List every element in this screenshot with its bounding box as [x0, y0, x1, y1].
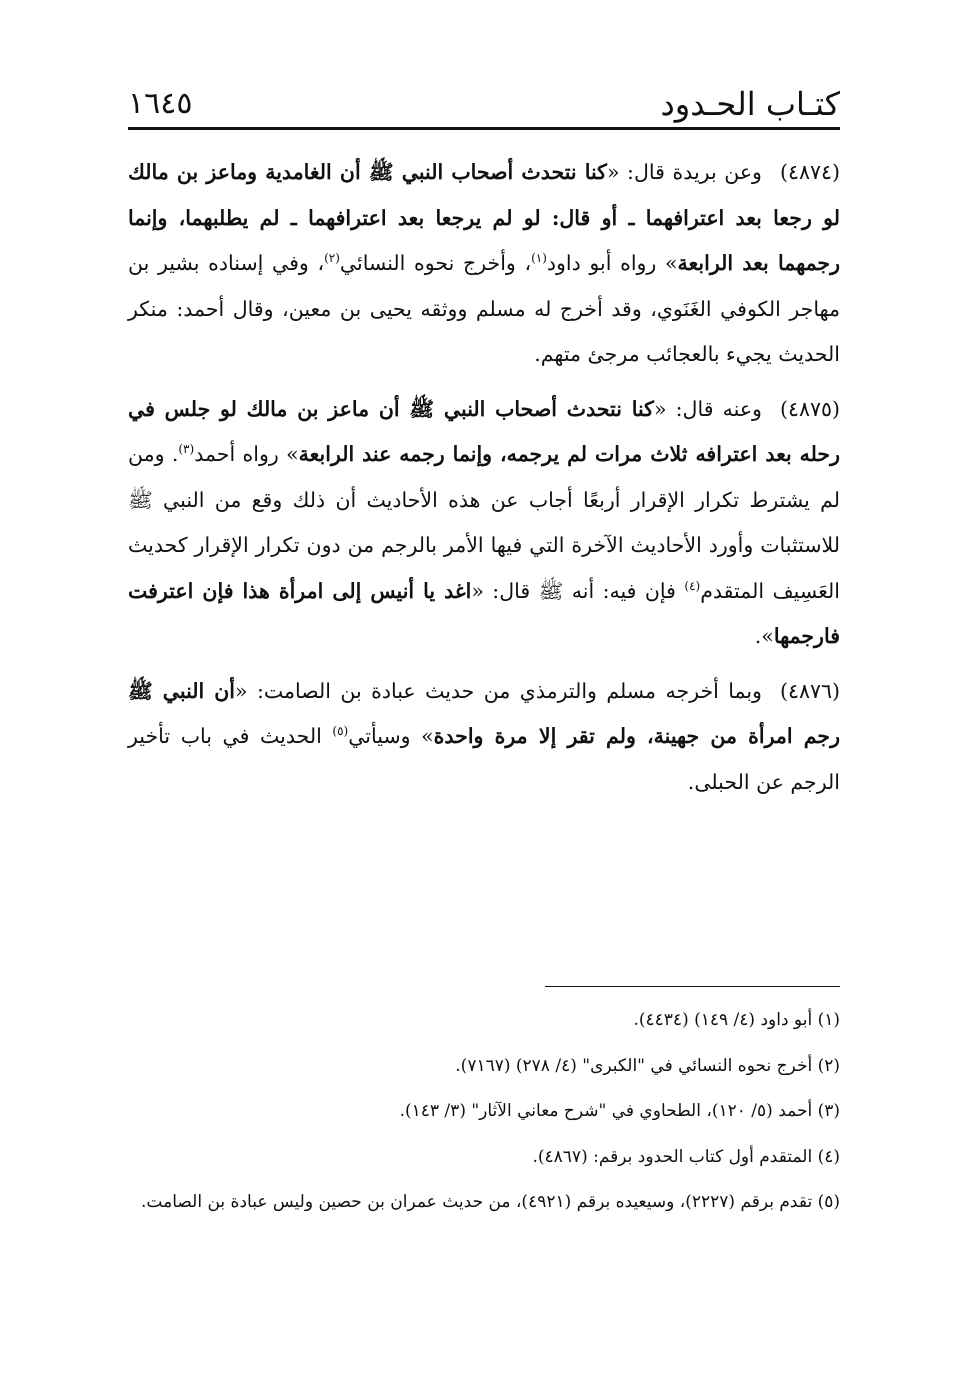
- hadith-paragraph: [128, 387, 840, 660]
- footnote-ref: (٥): [332, 724, 349, 739]
- commentary-text: » رواه أبو داود: [546, 251, 678, 275]
- commentary-text: . ومن لم يشترط تكرار الإقرار أربعًا أجاب عن هذه الأحاديث أن ذلك وقع من النبي ﷺ للاستثبات وأورد الأحاديث الآخرة التي فيها الأمر بالرجم من دون تكرار الإقرار كحديث العَسِيف المتقدم: [128, 442, 840, 603]
- hadith-number: (٤٨٧٤): [779, 160, 840, 184]
- hadith-text: أن النبي ﷺ رجم امرأة من جهينة، ولم تقر إلا مرة واحدة: [128, 678, 841, 748]
- hadith-text: كنا نتحدث أصحاب النبي ﷺ أن الغامدية وماعز بن مالك لو رجعا بعد اعترافهما ـ أو قال: لو لم يرجعا بعد اعترافهما ـ لم يطلبهما، وإنما رجمهما بعد الرابعة: [128, 160, 840, 275]
- footnote: (٤) المتقدم أول كتاب الحدود برقم: (٤٨٦٧).: [532, 1146, 840, 1167]
- footnote-ref: (١): [531, 251, 547, 266]
- footnote: (٢) أخرج نحوه النسائي في "الكبرى" (٤/ ٢٧٨) (٧١٦٧).: [455, 1055, 840, 1076]
- footnote-ref: (٣): [178, 442, 195, 457]
- hadith-paragraph: [128, 669, 840, 806]
- hadith-text: اغد يا أنيس إلى امرأة هذا فإن اعترفت فارجمها: [128, 578, 840, 648]
- footnote-ref: (٤): [684, 578, 701, 593]
- commentary-text: فإن فيه: أنه ﷺ قال: «: [471, 578, 685, 603]
- commentary-text: وعنه قال: «: [653, 396, 762, 421]
- hadith-text: كنا نتحدث أصحاب النبي ﷺ أن ماعز بن مالك لو جلس في رحله بعد اعترافه ثلاث مرات لم يرجمه، وإنما رجمه عند الرابعة: [128, 396, 840, 466]
- page-header: [128, 82, 840, 126]
- page-number: ١٦٤٥: [128, 86, 193, 121]
- hadith-number: (٤٨٧٥): [779, 396, 841, 421]
- main-text: [128, 150, 840, 814]
- hadith-paragraph: [128, 150, 840, 378]
- footnote: (١) أبو داود (٤/ ١٤٩) (٤٤٣٤).: [633, 1010, 840, 1030]
- commentary-text: وبما أخرجه مسلم والترمذي من حديث عبادة بن الصامت: «: [235, 678, 762, 703]
- commentary-text: وعن بريدة قال: «: [606, 160, 762, 184]
- running-title: كتـاب الحـدود: [660, 85, 840, 123]
- commentary-text: ، وأخرج نحوه النسائي: [339, 251, 532, 275]
- commentary-text: » رواه أحمد: [194, 442, 299, 466]
- commentary-text: الحديث في باب تأخير الرجم عن الحبلى.: [128, 724, 840, 794]
- footnote-separator: [545, 986, 840, 987]
- commentary-text: » وسيأتي: [348, 724, 434, 748]
- commentary-text: ».: [754, 624, 774, 648]
- footnote-ref: (٢): [324, 251, 340, 266]
- header-rule: [128, 127, 840, 130]
- footnote: (٣) أحمد (٥/ ١٢٠)، الطحاوي في "شرح معاني الآثار" (٣/ ١٤٣).: [399, 1101, 840, 1121]
- commentary-text: ، وفي إسناده بشير بن مهاجر الكوفي الغَنَوي، وقد أخرج له مسلم ووثقه يحيى بن معين، وقال أحمد: منكر الحديث يجيء بالعجائب مرجئ متهم.: [128, 251, 840, 366]
- footnote: (٥) تقدم برقم (٢٢٢٧)، وسيعيده برقم (٤٩٢١)، من حديث عمران بن حصين وليس عبادة بن الصامت.: [141, 1192, 840, 1212]
- footnotes: [128, 998, 840, 1226]
- hadith-number: (٤٨٧٦): [779, 678, 840, 703]
